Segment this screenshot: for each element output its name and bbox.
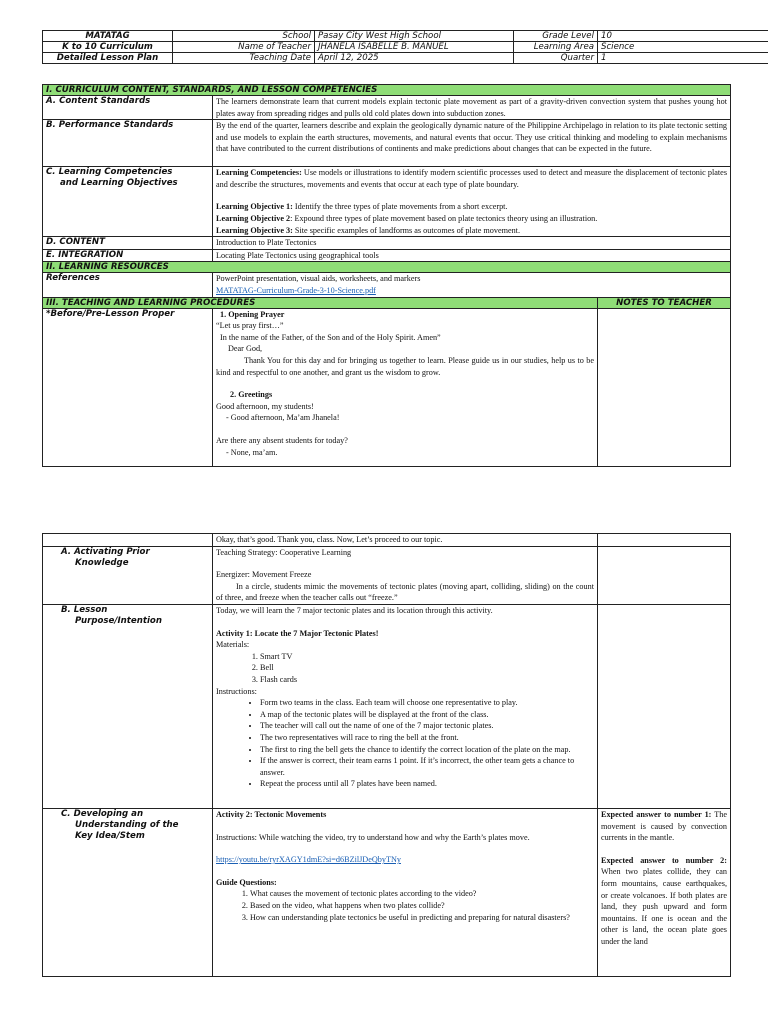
activating-notes bbox=[598, 546, 731, 604]
content-standards-text: The learners demonstrate learn that current models explain tectonic plate movement as part of a gravity-driven convection system that pushes young hot plates away from spreading ridges and pulls old cold plates down into subduction zones. bbox=[213, 96, 731, 120]
objective-1-title: Learning Objective 1: bbox=[216, 202, 293, 212]
developing-notes bbox=[598, 808, 731, 976]
competencies-text bbox=[213, 167, 731, 237]
materials-list bbox=[216, 651, 594, 686]
objective-2-title: Learning Objective 2 bbox=[216, 213, 291, 223]
material-item: 3. Flash cards bbox=[260, 674, 594, 686]
instructions-label: Instructions: bbox=[216, 686, 257, 696]
quarter-label: Quarter bbox=[514, 53, 598, 64]
competencies-label-line2: and Learning Objectives bbox=[60, 178, 178, 189]
before-lesson-text bbox=[213, 308, 598, 466]
lesson-plan-page2 bbox=[42, 533, 731, 977]
prayer-line-2: In the name of the Father, of the Son and of the Holy Spirit. Amen” bbox=[220, 332, 441, 342]
instructions-list bbox=[216, 697, 594, 790]
activating-text bbox=[213, 546, 598, 604]
teacher-label: Name of Teacher bbox=[173, 42, 315, 53]
note2-text: When two plates collide, they can form mountains, cause earthquakes, or create volcanoes. If both plates are land, they push upward and form mountains. If one is ocean and the other is land, the ocean plate goes under the land bbox=[601, 867, 727, 946]
video-link[interactable]: https://youtu.be/ryrXAGY1dmE?si=d6BZilJDeQbyTNy bbox=[216, 855, 401, 865]
instruction-item: • Repeat the process until all 7 plates have been named. bbox=[260, 778, 594, 790]
school-label: School bbox=[173, 31, 315, 42]
greetings-title: 2. Greetings bbox=[230, 390, 273, 400]
purpose-label-line1: B. Lesson bbox=[61, 604, 108, 615]
integration-text: Locating Plate Tectonics using geographical tools bbox=[213, 249, 731, 262]
purpose-notes bbox=[598, 604, 731, 808]
developing-label-line1: C. Developing an bbox=[61, 808, 144, 819]
note1-text: The movement is caused by convection currents in the mantle. bbox=[601, 809, 727, 843]
lc-title: Learning Competencies: bbox=[216, 168, 302, 178]
instruction-item: • Form two teams in the class. Each team will choose one representative to play. bbox=[260, 697, 594, 709]
greeting-line: Good afternoon, my students! bbox=[216, 401, 314, 411]
developing-label bbox=[43, 808, 213, 976]
continuation-text: Okay, that’s good. Thank you, class. Now, Let’s proceed to our topic. bbox=[213, 534, 598, 547]
quarter-value: 1 bbox=[598, 53, 768, 64]
objective-3-text: Site specific examples of landforms as outcomes of plate movement. bbox=[292, 225, 520, 235]
learning-area-label: Learning Area bbox=[514, 42, 598, 53]
lc-text: Use models or illustrations to identify modern scientific processes used to detect and measure the displacement of tectonic plates and describe the structures, movements and events that occur at each type of plate boundary. bbox=[216, 168, 728, 189]
developing-label-line2: Understanding of the bbox=[75, 819, 179, 830]
instruction-item: • The two representatives will race to ring the bell at the front. bbox=[260, 732, 594, 744]
section-heading-2: II. LEARNING RESOURCES bbox=[43, 262, 731, 273]
purpose-label bbox=[43, 604, 213, 808]
instruction-item: • A map of the tectonic plates will be displayed at the front of the class. bbox=[260, 709, 594, 721]
objective-2-text: : Expound three types of plate movement based on plate tectonics theory using an illustration. bbox=[290, 213, 598, 223]
prayer-text: Thank You for this day and for bringing us together to learn. Please guide us in our studies, help us to be kind and respectful to one another, and grant us the wisdom to grow. bbox=[216, 355, 594, 377]
energizer-title: Energizer: Movement Freeze bbox=[216, 570, 312, 580]
header-title-1: MATATAG bbox=[43, 31, 173, 42]
absent-question: Are there any absent students for today? bbox=[216, 435, 348, 445]
guide-questions-title: Guide Questions: bbox=[216, 877, 277, 887]
notes-to-teacher-heading: NOTES TO TEACHER bbox=[598, 297, 731, 308]
prayer-line-1: “Let us pray first…” bbox=[216, 321, 284, 331]
header-title-3: Detailed Lesson Plan bbox=[43, 53, 173, 64]
prayer-line-3: Dear God, bbox=[228, 344, 263, 354]
purpose-label-line2: Purpose/Intention bbox=[75, 615, 162, 626]
competencies-label-line1: C. Learning Competencies bbox=[46, 167, 173, 178]
section-heading-1: I. CURRICULUM CONTENT, STANDARDS, AND LESSON COMPETENCIES bbox=[43, 85, 731, 96]
guide-question: 2. Based on the video, what happens when two plates collide? bbox=[250, 900, 594, 912]
objective-1-text: Identify the three types of plate movements from a short excerpt. bbox=[292, 202, 508, 212]
instruction-item: • The first to ring the bell gets the chance to identify the correct location of the plate on the map. bbox=[260, 744, 594, 756]
integration-label: E. INTEGRATION bbox=[43, 249, 213, 262]
purpose-text bbox=[213, 604, 598, 808]
content-label: D. CONTENT bbox=[43, 237, 213, 250]
video-instructions: Instructions: While watching the video, try to understand how and why the Earth’s plates move. bbox=[216, 832, 530, 842]
references-cell bbox=[213, 273, 731, 297]
guide-question: 3. How can understanding plate tectonics be useful in predicting and preparing for natural disasters? bbox=[250, 912, 594, 924]
material-item: 2. Bell bbox=[260, 662, 594, 674]
note2-title: Expected answer to number 2: bbox=[601, 855, 727, 865]
content-text: Introduction to Plate Tectonics bbox=[213, 237, 731, 250]
objective-3-title: Learning Objective 3: bbox=[216, 225, 293, 235]
section-heading-3: III. TEACHING AND LEARNING PROCEDURES bbox=[43, 297, 598, 308]
learning-area-value: Science bbox=[598, 42, 768, 53]
purpose-intro: Today, we will learn the 7 major tectonic plates and its location through this activity. bbox=[216, 605, 493, 615]
activity2-title: Activity 2: Tectonic Movements bbox=[216, 809, 327, 819]
activity1-title: Activity 1: Locate the 7 Major Tectonic Plates! bbox=[216, 628, 379, 638]
continuation-label-cell bbox=[43, 534, 213, 547]
instruction-item: • If the answer is correct, their team earns 1 point. If it’s incorrect, the other team gets a chance to answer. bbox=[260, 755, 594, 778]
lesson-plan-page1 bbox=[42, 84, 731, 467]
school-value: Pasay City West High School bbox=[315, 31, 514, 42]
note1-title: Expected answer to number 1: bbox=[601, 809, 712, 819]
greeting-reply: - Good afternoon, Ma’am Jhanela! bbox=[226, 413, 340, 423]
continuation-notes-cell bbox=[598, 534, 731, 547]
curriculum-pdf-link[interactable]: MATATAG-Curriculum-Grade-3-10-Science.pdf bbox=[216, 285, 376, 295]
material-item: 1. Smart TV bbox=[260, 651, 594, 663]
teaching-strategy: Teaching Strategy: Cooperative Learning bbox=[216, 547, 352, 557]
teacher-value: JHANELA ISABELLE B. MANUEL bbox=[315, 42, 514, 53]
absent-reply: - None, ma’am. bbox=[226, 447, 278, 457]
before-lesson-label: *Before/Pre-Lesson Proper bbox=[43, 308, 213, 466]
guide-questions-list bbox=[216, 888, 594, 923]
instruction-item: • The teacher will call out the name of one of the 7 major tectonic plates. bbox=[260, 720, 594, 732]
guide-question: 1. What causes the movement of tectonic plates according to the video? bbox=[250, 888, 594, 900]
materials-label: Materials: bbox=[216, 640, 250, 650]
developing-text bbox=[213, 808, 598, 976]
grade-level-label: Grade Level bbox=[514, 31, 598, 42]
teaching-date-value: April 12, 2025 bbox=[315, 53, 514, 64]
competencies-label bbox=[43, 167, 213, 237]
lesson-plan-header bbox=[42, 30, 768, 64]
references-label: References bbox=[43, 273, 213, 297]
content-standards-label: A. Content Standards bbox=[43, 96, 213, 120]
activating-label-line2: Knowledge bbox=[75, 557, 129, 568]
references-text: PowerPoint presentation, visual aids, worksheets, and markers bbox=[216, 274, 421, 284]
performance-standards-label: B. Performance Standards bbox=[43, 120, 213, 167]
activating-label-line1: A. Activating Prior bbox=[61, 546, 150, 557]
grade-level-value: 10 bbox=[598, 31, 768, 42]
header-title-2: K to 10 Curriculum bbox=[43, 42, 173, 53]
developing-label-line3: Key Idea/Stem bbox=[75, 830, 145, 841]
energizer-text: In a circle, students mimic the movements of tectonic plates (moving apart, colliding, sliding) on the count of three, and freeze when the teacher calls out “freeze.” bbox=[216, 581, 594, 603]
performance-standards-text: By the end of the quarter, learners describe and explain the geologically dynamic nature of the Philippine Archipelago in relation to its plate tectonic setting and use models to explain the earth structures, movements, and natural events that occur. They use critical thinking and modeling to explain mechanisms that have contributed to the current distributions of continents and make predictions about changes that can be expected in the future. bbox=[213, 120, 731, 167]
opening-prayer-title: 1. Opening Prayer bbox=[220, 309, 285, 319]
teaching-date-label: Teaching Date bbox=[173, 53, 315, 64]
activating-label bbox=[43, 546, 213, 604]
before-lesson-notes bbox=[598, 308, 731, 466]
